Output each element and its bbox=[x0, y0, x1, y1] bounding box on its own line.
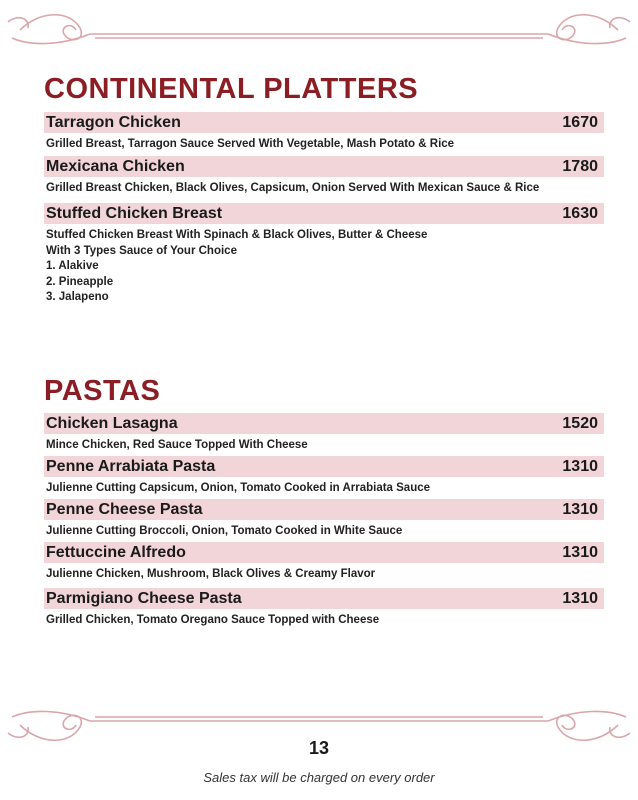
menu-item bbox=[44, 156, 604, 197]
sauce-option: 3. Jalapeno bbox=[46, 291, 109, 303]
menu-item bbox=[44, 542, 604, 583]
item-description-line: Julienne Chicken, Mushroom, Black Olives & Creamy Flavor bbox=[46, 568, 376, 580]
item-name: Chicken Lasagna bbox=[46, 414, 178, 432]
item-description bbox=[44, 477, 604, 497]
item-description-line: Stuffed Chicken Breast With Spinach & Black Olives, Butter & Cheese bbox=[46, 229, 428, 241]
menu-item-bar bbox=[44, 542, 604, 563]
item-price: 1310 bbox=[562, 589, 598, 607]
item-description bbox=[44, 563, 604, 583]
menu-item-bar bbox=[44, 499, 604, 520]
item-description-line: Julienne Cutting Capsicum, Onion, Tomato Cooked in Arrabiata Sauce bbox=[46, 482, 431, 494]
item-price: 1670 bbox=[562, 113, 598, 131]
item-name: Stuffed Chicken Breast bbox=[46, 204, 223, 222]
item-price: 1630 bbox=[562, 204, 598, 222]
item-description bbox=[44, 434, 604, 454]
menu-item bbox=[44, 413, 604, 454]
item-name: Fettuccine Alfredo bbox=[46, 543, 186, 561]
menu-item-bar bbox=[44, 156, 604, 177]
top-ornament-border bbox=[0, 10, 638, 50]
menu-item-bar bbox=[44, 112, 604, 133]
page-number: 13 bbox=[308, 738, 330, 758]
menu-item-bar bbox=[44, 456, 604, 477]
item-price: 1310 bbox=[562, 543, 598, 561]
menu-item-bar bbox=[44, 203, 604, 224]
footer-note: Sales tax will be charged on every order bbox=[203, 770, 435, 785]
item-description bbox=[44, 133, 604, 153]
menu-item-bar bbox=[44, 588, 604, 609]
item-description bbox=[44, 224, 604, 306]
item-name: Mexicana Chicken bbox=[46, 157, 185, 175]
item-description-line: With 3 Types Sauce of Your Choice bbox=[46, 244, 237, 257]
item-description bbox=[44, 609, 604, 629]
item-description-line: Grilled Chicken, Tomato Oregano Sauce Topped with Cheese bbox=[46, 614, 380, 626]
menu-item bbox=[44, 112, 604, 153]
item-description bbox=[44, 177, 604, 197]
item-description-line: Julienne Cutting Broccoli, Onion, Tomato Cooked in White Sauce bbox=[46, 525, 403, 537]
item-price: 1310 bbox=[562, 500, 598, 518]
menu-item bbox=[44, 203, 604, 306]
item-description-line: Grilled Breast, Tarragon Sauce Served With Vegetable, Mash Potato & Rice bbox=[46, 138, 455, 150]
menu-item bbox=[44, 456, 604, 497]
item-name: Parmigiano Cheese Pasta bbox=[46, 589, 242, 607]
section-title-pastas: PASTAS bbox=[44, 375, 161, 407]
menu-item bbox=[44, 588, 604, 629]
item-name: Penne Arrabiata Pasta bbox=[46, 457, 216, 475]
item-description-line: Mince Chicken, Red Sauce Topped With Cheese bbox=[46, 439, 308, 451]
item-description-line: Grilled Breast Chicken, Black Olives, Capsicum, Onion Served With Mexican Sauce & Rice bbox=[46, 182, 540, 194]
item-name: Penne Cheese Pasta bbox=[46, 500, 203, 518]
menu-item bbox=[44, 499, 604, 540]
sauce-option: 2. Pineapple bbox=[46, 275, 114, 288]
item-price: 1520 bbox=[562, 414, 598, 432]
item-price: 1780 bbox=[562, 157, 598, 175]
section-title-continental-platters: CONTINENTAL PLATTERS bbox=[44, 73, 419, 105]
item-description bbox=[44, 520, 604, 540]
item-name: Tarragon Chicken bbox=[46, 113, 181, 131]
sauce-option: 1. Alakive bbox=[46, 260, 99, 272]
item-price: 1310 bbox=[562, 457, 598, 475]
menu-item-bar bbox=[44, 413, 604, 434]
